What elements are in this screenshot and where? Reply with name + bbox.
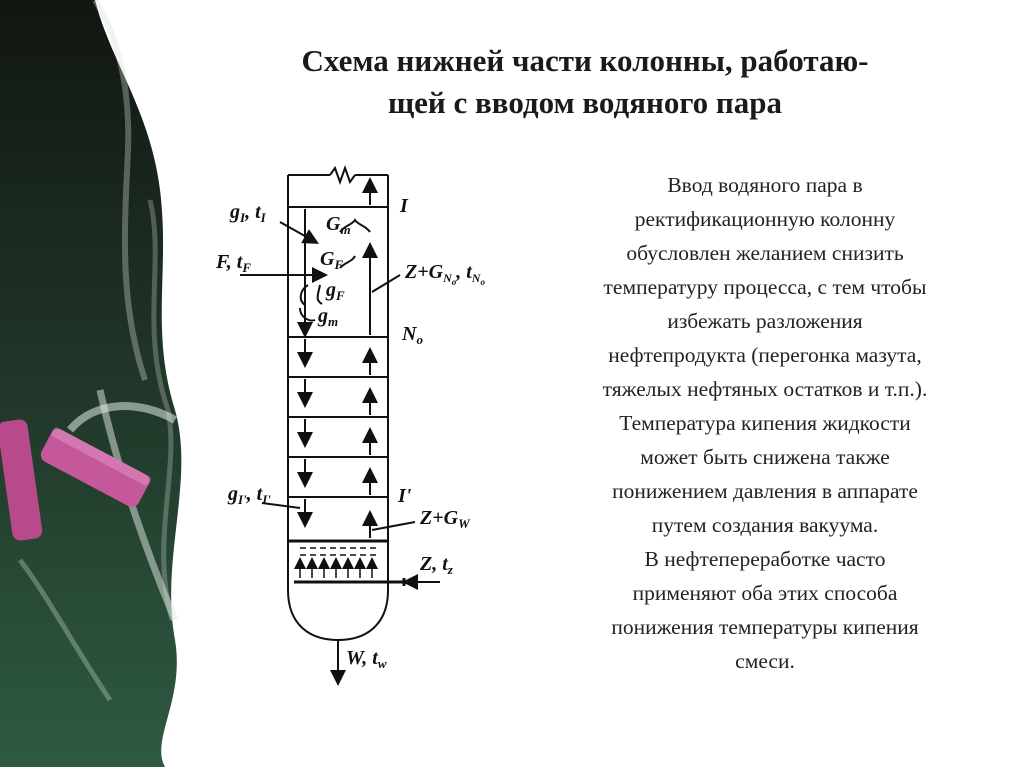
body-line: тяжелых нефтяных остатков и т.п.). bbox=[602, 377, 928, 401]
slide-body-text bbox=[535, 168, 995, 678]
body-line: избежать разложения bbox=[667, 309, 863, 333]
body-line: может быть снижена также bbox=[640, 445, 890, 469]
label-g1: $g_I$, $t_I$ bbox=[230, 201, 266, 225]
body-line: смеси. bbox=[735, 649, 795, 673]
body-line: понижением давления в аппарате bbox=[612, 479, 918, 503]
title-line: щей с вводом водяного пара bbox=[388, 85, 782, 120]
label-g1-prime: $g_{I'}$, $t_{I'}$ bbox=[228, 483, 271, 507]
body-line: Ввод водяного пара в bbox=[667, 173, 863, 197]
label-W-tw: W, $t_w$ bbox=[346, 647, 387, 671]
label-gm: $g_m$ bbox=[318, 305, 339, 329]
label-I-prime: I' bbox=[398, 485, 412, 507]
body-line: путем создания вакуума. bbox=[651, 513, 879, 537]
body-line: нефтепродукта (перегонка мазута, bbox=[608, 343, 922, 367]
body-line: температуру процесса, с тем чтобы bbox=[603, 275, 927, 299]
body-line: В нефтепереработке часто bbox=[644, 547, 886, 571]
label-Gm: $G_m$ bbox=[326, 213, 351, 237]
label-I-top: I bbox=[400, 195, 408, 217]
label-Z-tz: Z, $t_z$ bbox=[420, 553, 453, 577]
column-bottom-dish bbox=[288, 590, 388, 640]
title-line: Схема нижней части колонны, работаю- bbox=[301, 43, 869, 78]
label-No: $N_o$ bbox=[402, 323, 423, 347]
label-Z-GNo: $Z+G_No$, $t_No$ bbox=[405, 261, 485, 287]
label-GF: $G_F$ bbox=[320, 248, 344, 272]
label-gF: $g_F$ bbox=[326, 279, 345, 303]
body-line: ректификационную колонну bbox=[634, 207, 896, 231]
body-line: применяют оба этих способа bbox=[632, 581, 898, 605]
label-F: F, $t_F$ bbox=[216, 251, 251, 275]
body-line: понижения температуры кипения bbox=[611, 615, 919, 639]
body-line: Температура кипения жидкости bbox=[619, 411, 911, 435]
body-line: обусловлен желанием снизить bbox=[626, 241, 904, 265]
label-Z-GW: $Z+G_W$ bbox=[420, 507, 470, 531]
